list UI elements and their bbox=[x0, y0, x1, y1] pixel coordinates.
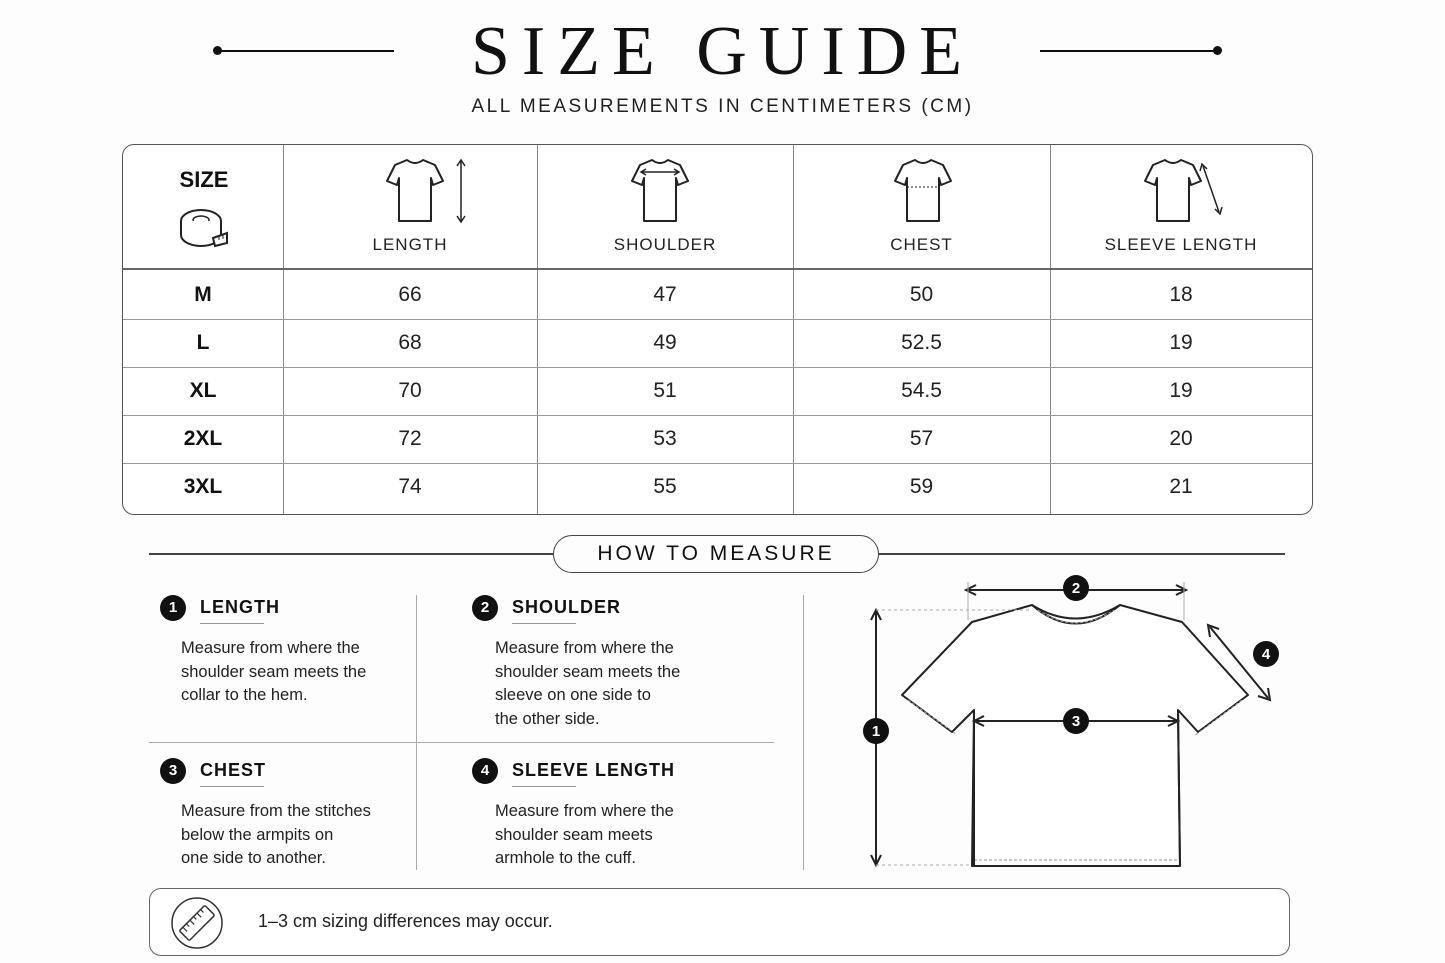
step-number-badge: 1 bbox=[160, 595, 186, 621]
diagram-marker-shoulder bbox=[1063, 575, 1089, 601]
shoulder-value: 53 bbox=[653, 427, 677, 450]
title-rule-right bbox=[1040, 50, 1218, 52]
column-header-sleeve-length: SLEEVE LENGTH bbox=[1104, 235, 1258, 254]
step-title-underline bbox=[200, 786, 264, 787]
step-title: SLEEVE LENGTH bbox=[512, 760, 676, 780]
diagram-marker-label: 2 bbox=[1071, 580, 1081, 597]
row-divider bbox=[123, 319, 1312, 320]
diagram-marker-sleeve-length bbox=[1253, 641, 1279, 667]
row-divider bbox=[123, 415, 1312, 416]
diagram-marker-label: 1 bbox=[871, 723, 881, 740]
size-label: XL bbox=[189, 379, 217, 402]
how-to-measure-heading: HOW TO MEASURE bbox=[553, 535, 879, 573]
chest-value: 52.5 bbox=[901, 331, 942, 354]
diagram-marker-length bbox=[863, 718, 889, 744]
diagram-marker-chest bbox=[1063, 708, 1089, 734]
step-description: Measure from where the shoulder seam meets armhole to the cuff. bbox=[495, 802, 674, 867]
chest-value: 54.5 bbox=[901, 379, 942, 402]
size-column-header: SIZE bbox=[179, 167, 229, 192]
shoulder-value: 47 bbox=[653, 283, 677, 306]
column-header-shoulder: SHOULDER bbox=[613, 235, 717, 254]
tshirt-shoulder-icon bbox=[626, 155, 706, 225]
size-label: 2XL bbox=[183, 427, 223, 450]
length-value: 66 bbox=[398, 283, 422, 306]
length-value: 68 bbox=[398, 331, 422, 354]
tshirt-sleeve-icon bbox=[1139, 155, 1229, 225]
step-description: Measure from the stitches below the armpits on one side to another. bbox=[181, 802, 371, 867]
step-description: Measure from where the shoulder seam meets the sleeve on one side to the other side. bbox=[495, 639, 681, 728]
tshirt-length-icon bbox=[375, 155, 475, 225]
diagram-marker-label: 4 bbox=[1261, 646, 1271, 663]
sizing-note-text: 1–3 cm sizing differences may occur. bbox=[258, 911, 553, 931]
size-label: 3XL bbox=[183, 475, 223, 498]
column-header-length: LENGTH bbox=[372, 235, 448, 254]
ruler-icon bbox=[170, 896, 224, 950]
shoulder-value: 51 bbox=[653, 379, 677, 402]
length-value: 70 bbox=[398, 379, 422, 402]
chest-value: 59 bbox=[909, 475, 934, 498]
step-title: CHEST bbox=[200, 760, 267, 780]
size-chart-table bbox=[122, 144, 1313, 515]
step-title-underline bbox=[200, 623, 264, 624]
sleeve-length-value: 19 bbox=[1169, 331, 1193, 354]
page-title: SIZE GUIDE bbox=[471, 13, 974, 90]
shoulder-value: 55 bbox=[653, 475, 677, 498]
column-header-chest: CHEST bbox=[890, 235, 953, 254]
step-title: SHOULDER bbox=[512, 597, 622, 617]
column-divider bbox=[537, 145, 538, 514]
sleeve-length-value: 20 bbox=[1169, 427, 1193, 450]
header-divider bbox=[123, 268, 1312, 270]
sleeve-length-value: 18 bbox=[1169, 283, 1193, 306]
step-title-underline bbox=[512, 623, 576, 624]
tshirt-measurement-diagram bbox=[850, 570, 1290, 875]
step-title-underline bbox=[512, 786, 576, 787]
steps-divider bbox=[416, 595, 417, 870]
size-label: M bbox=[194, 283, 212, 306]
sleeve-length-value: 21 bbox=[1169, 475, 1193, 498]
section-rule-right bbox=[878, 553, 1285, 555]
measuring-tape-icon bbox=[179, 205, 229, 249]
step-number-badge: 4 bbox=[472, 758, 498, 784]
column-divider bbox=[1050, 145, 1051, 514]
size-label: L bbox=[196, 331, 210, 354]
step-description: Measure from where the shoulder seam meets the collar to the hem. bbox=[181, 639, 367, 704]
column-divider bbox=[283, 145, 284, 514]
shoulder-value: 49 bbox=[653, 331, 677, 354]
sleeve-length-value: 19 bbox=[1169, 379, 1193, 402]
steps-divider bbox=[149, 742, 774, 743]
page-subtitle: ALL MEASUREMENTS IN CENTIMETERS (CM) bbox=[471, 96, 974, 117]
tshirt-chest-icon bbox=[889, 155, 969, 225]
step-number-badge: 3 bbox=[160, 758, 186, 784]
diagram-marker-label: 3 bbox=[1071, 713, 1081, 730]
chest-value: 57 bbox=[909, 427, 934, 450]
title-rule-dot-right bbox=[1213, 46, 1222, 55]
step-number-badge: 2 bbox=[472, 595, 498, 621]
column-divider bbox=[793, 145, 794, 514]
length-value: 74 bbox=[398, 475, 422, 498]
section-rule-left bbox=[149, 553, 554, 555]
steps-divider bbox=[803, 595, 804, 870]
sizing-note bbox=[149, 888, 1290, 956]
length-value: 72 bbox=[398, 427, 422, 450]
header bbox=[0, 12, 1445, 92]
step-title: LENGTH bbox=[200, 597, 280, 617]
row-divider bbox=[123, 463, 1312, 464]
row-divider bbox=[123, 367, 1312, 368]
chest-value: 50 bbox=[909, 283, 934, 306]
